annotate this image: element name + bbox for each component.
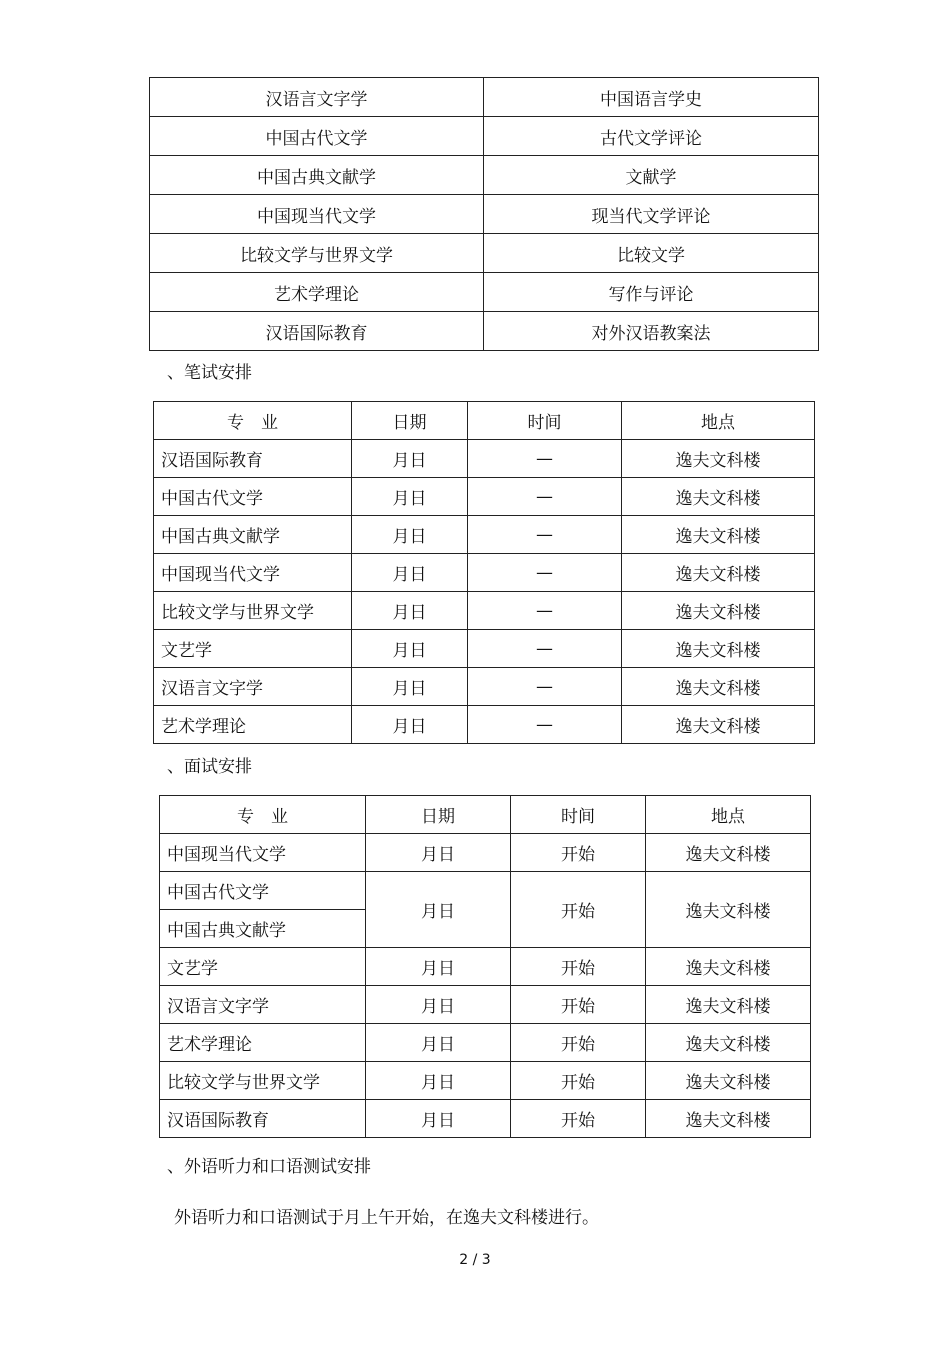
table-row <box>150 273 819 312</box>
written-exam-heading: 、笔试安排 <box>167 363 252 383</box>
date-cell: 月日 <box>352 706 468 744</box>
place-cell: 逸夫文科楼 <box>646 1062 811 1100</box>
subject-major: 比较文学与世界文学 <box>150 234 484 273</box>
table-row <box>150 156 819 195</box>
table-row <box>154 668 815 706</box>
major-cell: 文艺学 <box>160 948 366 986</box>
oral-test-text: 外语听力和口语测试于月上午开始，在逸夫文科楼进行。 <box>174 1208 599 1228</box>
table-row <box>160 1062 811 1100</box>
table-row <box>150 312 819 351</box>
table-row <box>154 706 815 744</box>
header-place: 地点 <box>646 796 811 834</box>
subject-table-body <box>150 78 819 351</box>
table-row <box>160 872 811 910</box>
table-row <box>160 1024 811 1062</box>
subject-course: 比较文学 <box>484 234 819 273</box>
place-cell: 逸夫文科楼 <box>646 1100 811 1138</box>
place-cell: 逸夫文科楼 <box>646 948 811 986</box>
date-cell: 月日 <box>366 1100 511 1138</box>
place-cell: 逸夫文科楼 <box>646 986 811 1024</box>
table-row <box>154 478 815 516</box>
table-row <box>160 986 811 1024</box>
subject-major: 中国古代文学 <box>150 117 484 156</box>
date-cell: 月日 <box>352 668 468 706</box>
time-cell: — <box>468 706 622 744</box>
major-cell: 艺术学理论 <box>154 706 352 744</box>
subject-table <box>149 77 819 351</box>
header-date: 日期 <box>352 402 468 440</box>
subject-course: 中国语言学史 <box>484 78 819 117</box>
date-cell: 月日 <box>352 516 468 554</box>
date-cell: 月日 <box>366 1062 511 1100</box>
subject-major: 汉语国际教育 <box>150 312 484 351</box>
time-cell: 开始 <box>511 872 646 948</box>
time-cell: 开始 <box>511 1062 646 1100</box>
major-cell: 比较文学与世界文学 <box>160 1062 366 1100</box>
time-cell: — <box>468 440 622 478</box>
table-row <box>150 234 819 273</box>
interview-table <box>159 795 811 1138</box>
time-cell: — <box>468 554 622 592</box>
date-cell: 月日 <box>352 592 468 630</box>
date-cell: 月日 <box>352 554 468 592</box>
header-date: 日期 <box>366 796 511 834</box>
date-cell: 月日 <box>366 872 511 948</box>
major-cell: 中国古代文学 <box>160 872 366 910</box>
table-row <box>154 516 815 554</box>
time-cell: — <box>468 668 622 706</box>
place-cell: 逸夫文科楼 <box>622 592 815 630</box>
table-row <box>154 554 815 592</box>
major-cell: 文艺学 <box>154 630 352 668</box>
major-cell: 艺术学理论 <box>160 1024 366 1062</box>
header-time: 时间 <box>511 796 646 834</box>
subject-major: 中国古典文献学 <box>150 156 484 195</box>
time-cell: — <box>468 478 622 516</box>
major-cell: 比较文学与世界文学 <box>154 592 352 630</box>
written-exam-body <box>154 440 815 744</box>
major-cell: 中国古代文学 <box>154 478 352 516</box>
place-cell: 逸夫文科楼 <box>646 834 811 872</box>
time-cell: — <box>468 516 622 554</box>
major-cell: 中国古典文献学 <box>154 516 352 554</box>
date-cell: 月日 <box>352 440 468 478</box>
table-row <box>160 1100 811 1138</box>
place-cell: 逸夫文科楼 <box>622 440 815 478</box>
subject-course: 对外汉语教案法 <box>484 312 819 351</box>
subject-major: 中国现当代文学 <box>150 195 484 234</box>
major-cell: 汉语言文字学 <box>154 668 352 706</box>
date-cell: 月日 <box>352 478 468 516</box>
subject-course: 古代文学评论 <box>484 117 819 156</box>
date-cell: 月日 <box>366 834 511 872</box>
time-cell: 开始 <box>511 948 646 986</box>
header-major: 专 业 <box>160 796 366 834</box>
subject-major: 艺术学理论 <box>150 273 484 312</box>
major-cell: 中国现当代文学 <box>160 834 366 872</box>
subject-major: 汉语言文字学 <box>150 78 484 117</box>
date-cell: 月日 <box>366 1024 511 1062</box>
major-cell: 中国现当代文学 <box>154 554 352 592</box>
place-cell: 逸夫文科楼 <box>622 478 815 516</box>
date-cell: 月日 <box>366 948 511 986</box>
subject-course: 写作与评论 <box>484 273 819 312</box>
table-header-row <box>160 796 811 834</box>
header-major: 专 业 <box>154 402 352 440</box>
time-cell: 开始 <box>511 1024 646 1062</box>
time-cell: 开始 <box>511 1100 646 1138</box>
time-cell: 开始 <box>511 834 646 872</box>
interview-body <box>160 834 811 1138</box>
place-cell: 逸夫文科楼 <box>622 630 815 668</box>
date-cell: 月日 <box>366 986 511 1024</box>
table-row <box>154 630 815 668</box>
place-cell: 逸夫文科楼 <box>646 1024 811 1062</box>
table-row <box>154 440 815 478</box>
place-cell: 逸夫文科楼 <box>646 872 811 948</box>
place-cell: 逸夫文科楼 <box>622 706 815 744</box>
time-cell: — <box>468 630 622 668</box>
oral-test-heading: 、外语听力和口语测试安排 <box>167 1157 371 1177</box>
subject-course: 文献学 <box>484 156 819 195</box>
major-cell: 汉语国际教育 <box>154 440 352 478</box>
major-cell: 中国古典文献学 <box>160 910 366 948</box>
place-cell: 逸夫文科楼 <box>622 554 815 592</box>
written-exam-table <box>153 401 815 744</box>
page-number: 2 / 3 <box>459 1252 491 1268</box>
time-cell: 开始 <box>511 986 646 1024</box>
table-row <box>160 834 811 872</box>
interview-heading: 、面试安排 <box>167 757 252 777</box>
time-cell: — <box>468 592 622 630</box>
table-row <box>150 117 819 156</box>
date-cell: 月日 <box>352 630 468 668</box>
table-row <box>154 592 815 630</box>
major-cell: 汉语国际教育 <box>160 1100 366 1138</box>
header-place: 地点 <box>622 402 815 440</box>
place-cell: 逸夫文科楼 <box>622 516 815 554</box>
table-row <box>150 195 819 234</box>
major-cell: 汉语言文字学 <box>160 986 366 1024</box>
table-row <box>160 948 811 986</box>
place-cell: 逸夫文科楼 <box>622 668 815 706</box>
subject-course: 现当代文学评论 <box>484 195 819 234</box>
table-header-row <box>154 402 815 440</box>
header-time: 时间 <box>468 402 622 440</box>
table-row <box>150 78 819 117</box>
